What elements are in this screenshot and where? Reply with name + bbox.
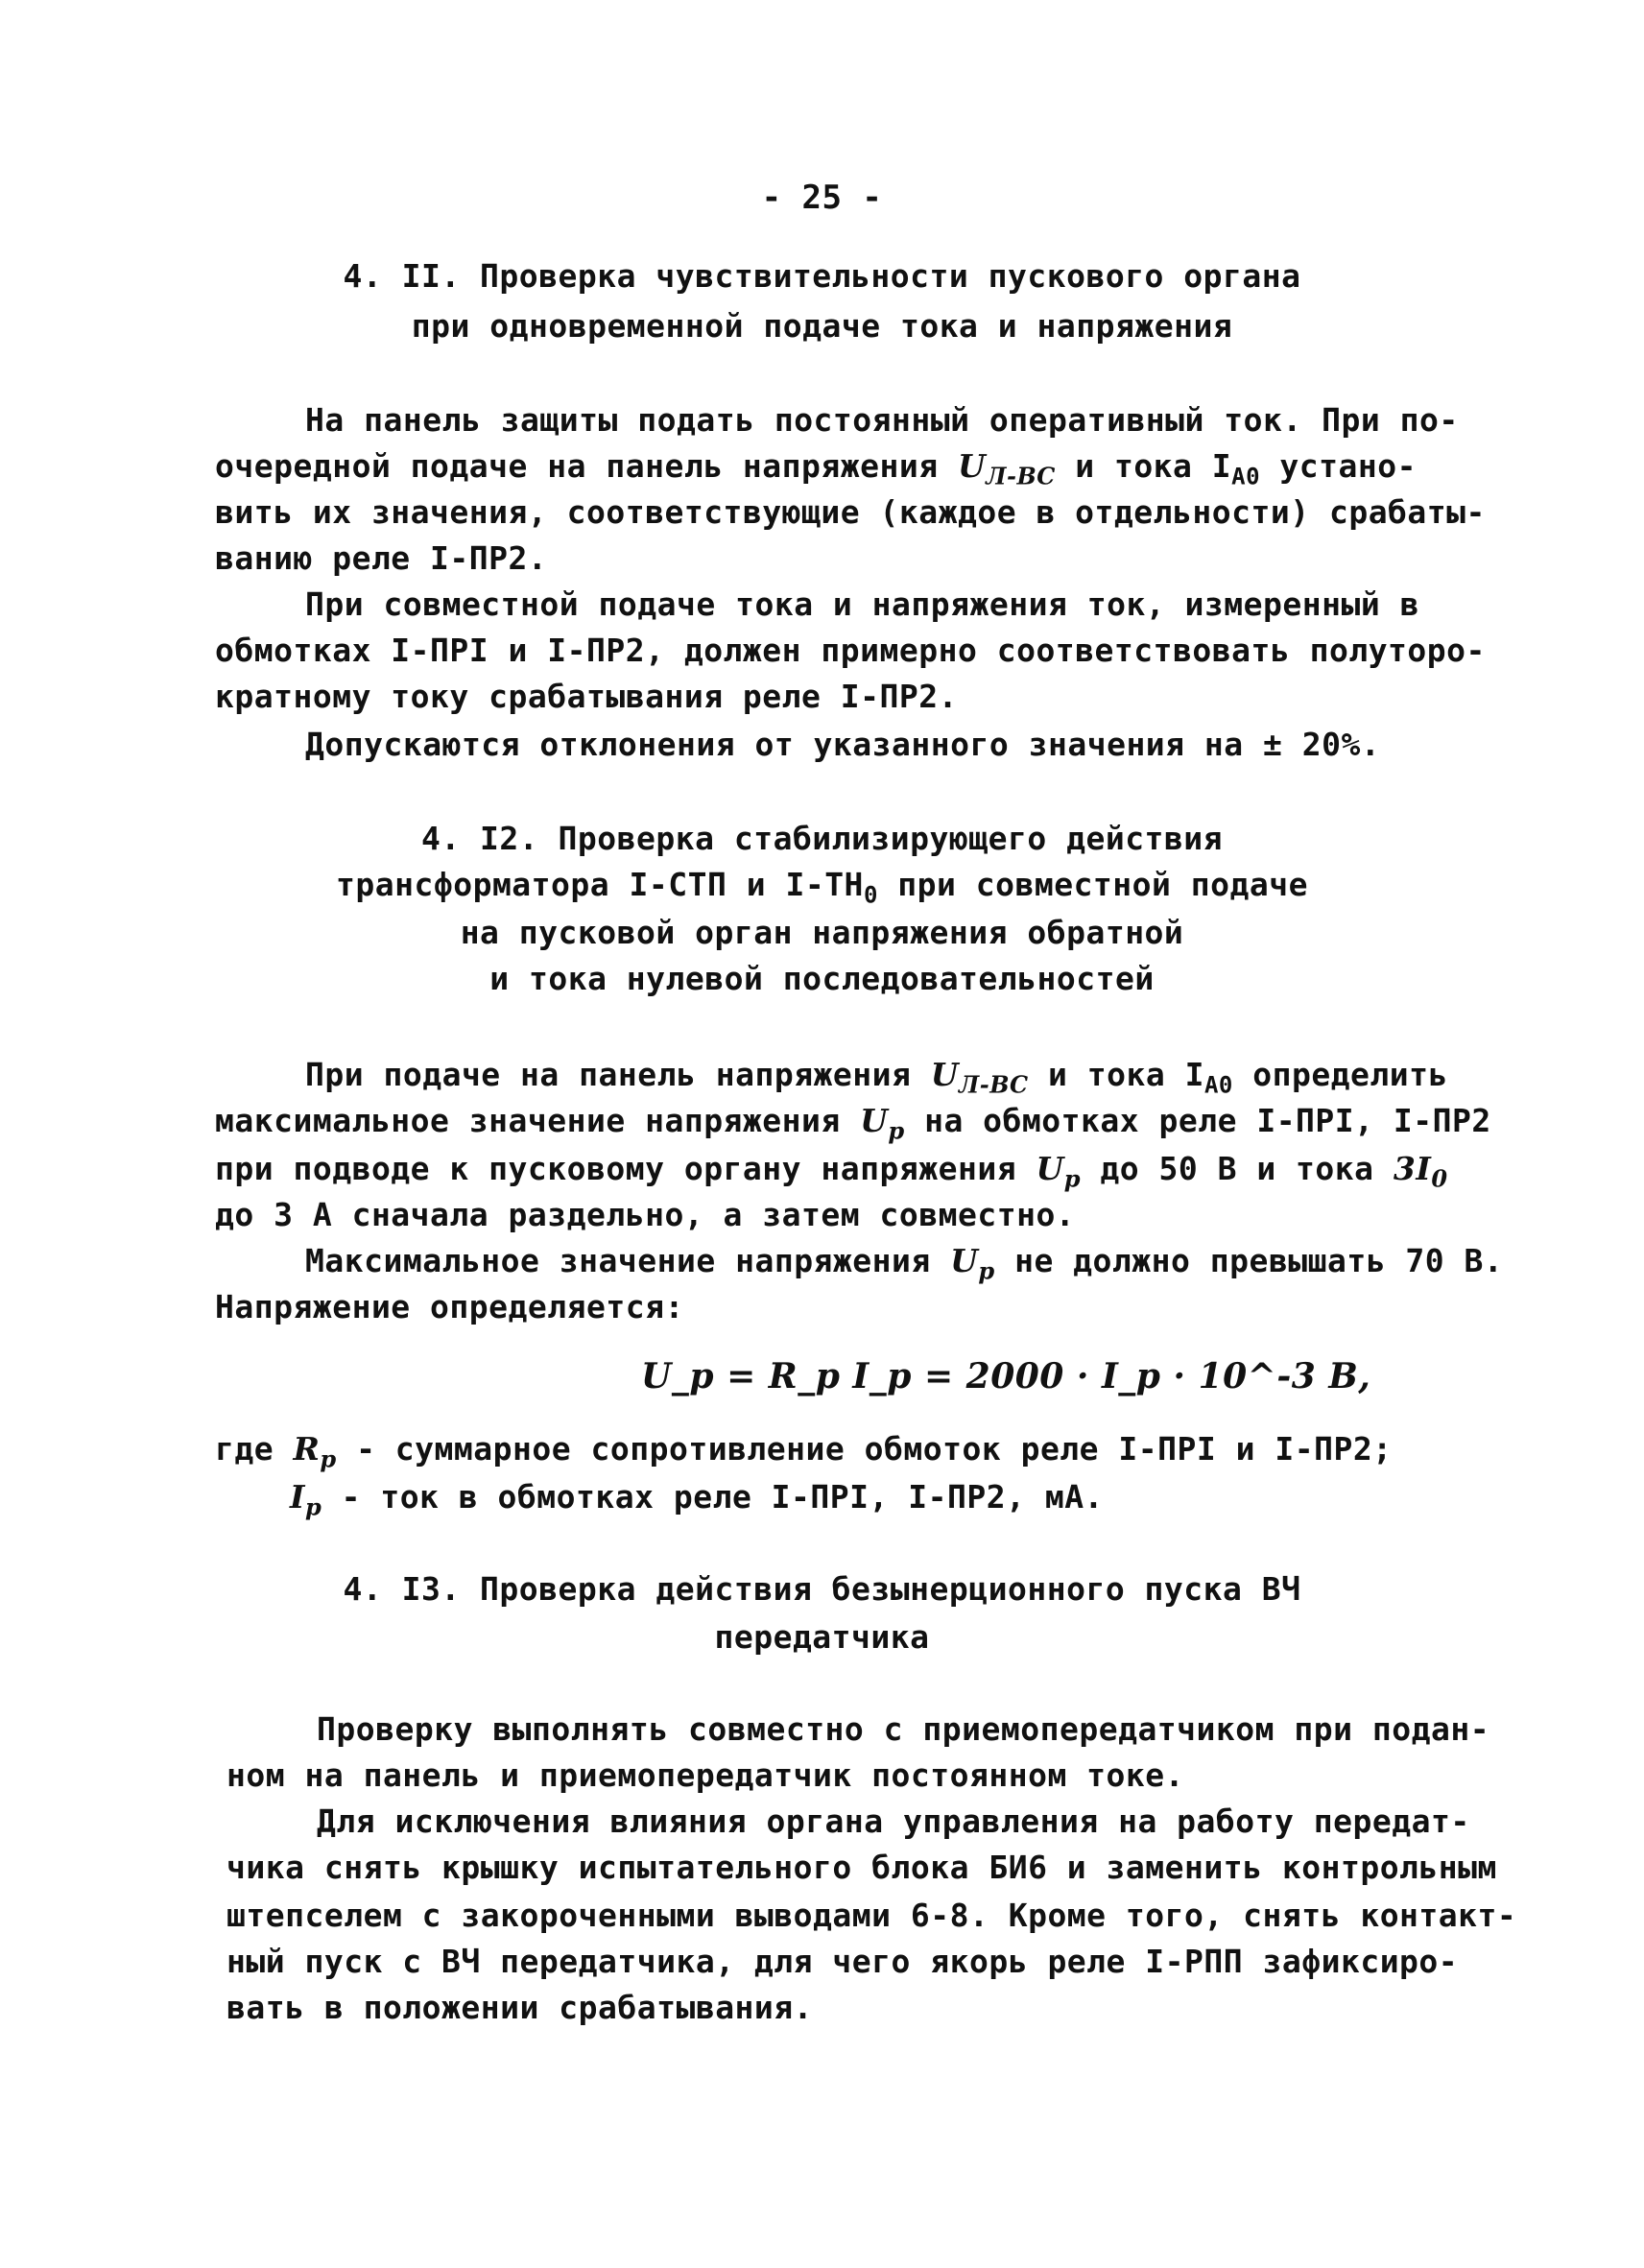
s411-p3-line1: Допускаются отклонения от указанного значения на ± 20%. [305,726,1381,763]
s412-p1-line3: при подводе к пусковому органу напряжения $U_р$ до 50 В и тока $3I_0$ [215,1150,1448,1193]
s412-p2-line2: Напряжение определяется: [215,1288,684,1325]
s411-p2-line3: кратному току срабатывания реле I-ПР2. [215,678,958,715]
s412-where-line1: где $R_р$ - суммарное сопротивление обмоток реле I-ПРI и I-ПР2; [215,1430,1393,1473]
voltage-formula: U_p = R_p I_p = 2000 · I_p · 10^-3 В, [641,1356,1371,1397]
section-4-13-title-line2: передатчика [714,1618,930,1656]
s413-p1-line1: Проверку выполнять совместно с приемопередатчиком при подан- [317,1710,1490,1748]
s413-p1-line2: ном на панель и приемопередатчик постоянном токе. [226,1756,1185,1794]
s411-p2-line2: обмотках I-ПРI и I-ПР2, должен примерно соответствовать полуторо- [215,632,1486,669]
section-4-11-title-line2: при одновременной подаче тока и напряжения [411,307,1233,345]
s412-p2-line1: Максимальное значение напряжения $U_р$ не должно превышать 70 В. [305,1242,1504,1285]
s411-p1-line4: ванию реле I-ПР2. [215,539,548,577]
s411-p2-line1: При совместной подаче тока и напряжения ток, измеренный в [305,585,1419,623]
s411-p1-line3: вить их значения, соответствующие (каждое в отдельности) срабаты- [215,493,1486,531]
section-4-11-title-line1: 4. II. Проверка чувствительности пускового органа [343,257,1301,295]
s412-p1-line2: максимальное значение напряжения $U_р$ на обмотках реле I-ПРI, I-ПР2 [215,1102,1491,1145]
s412-p1-line4: до 3 А сначала раздельно, а затем совместно. [215,1196,1076,1233]
section-4-12-title-line4: и тока нулевой последовательностей [489,960,1155,997]
s411-p1-line1: На панель защиты подать постоянный оперативный ток. При по- [305,401,1459,439]
section-4-12-title-line3: на пусковой орган напряжения обратной [460,914,1184,951]
s412-where-line2: $I_р$ - ток в обмотках реле I-ПРI, I-ПР2, мА. [290,1478,1104,1521]
s413-p2-line2: чика снять крышку испытательного блока БИ6 и заменить контрольным [226,1849,1497,1886]
s412-p1-line1: При подаче на панель напряжения $U_{Л-ВС}$ и тока $I_{А0}$ определить [305,1056,1448,1099]
s413-p2-line4: ный пуск с ВЧ передатчика, для чего якорь реле I-РПП зафиксиро- [226,1943,1459,1980]
section-4-12-title-line2: трансформатора I-СТП и $I-ТН_0$ при совместной подаче [336,866,1308,909]
page-number: - 25 - [761,179,883,217]
s413-p2-line3: штепселем с закороченными выводами 6-8. Кроме того, снять контакт- [226,1897,1517,1934]
section-4-12-title-line1: 4. I2. Проверка стабилизирующего действия [420,820,1224,857]
section-4-13-title-line1: 4. I3. Проверка действия безынерционного пуска ВЧ [343,1570,1301,1608]
s413-p2-line1: Для исключения влияния органа управления на работу передат- [317,1802,1470,1840]
s413-p2-line5: вать в положении срабатывания. [226,1989,814,2026]
s411-p1-line2: очередной подаче на панель напряжения $U_{Л-ВС}$ и тока $I_{А0}$ устано- [215,447,1418,490]
